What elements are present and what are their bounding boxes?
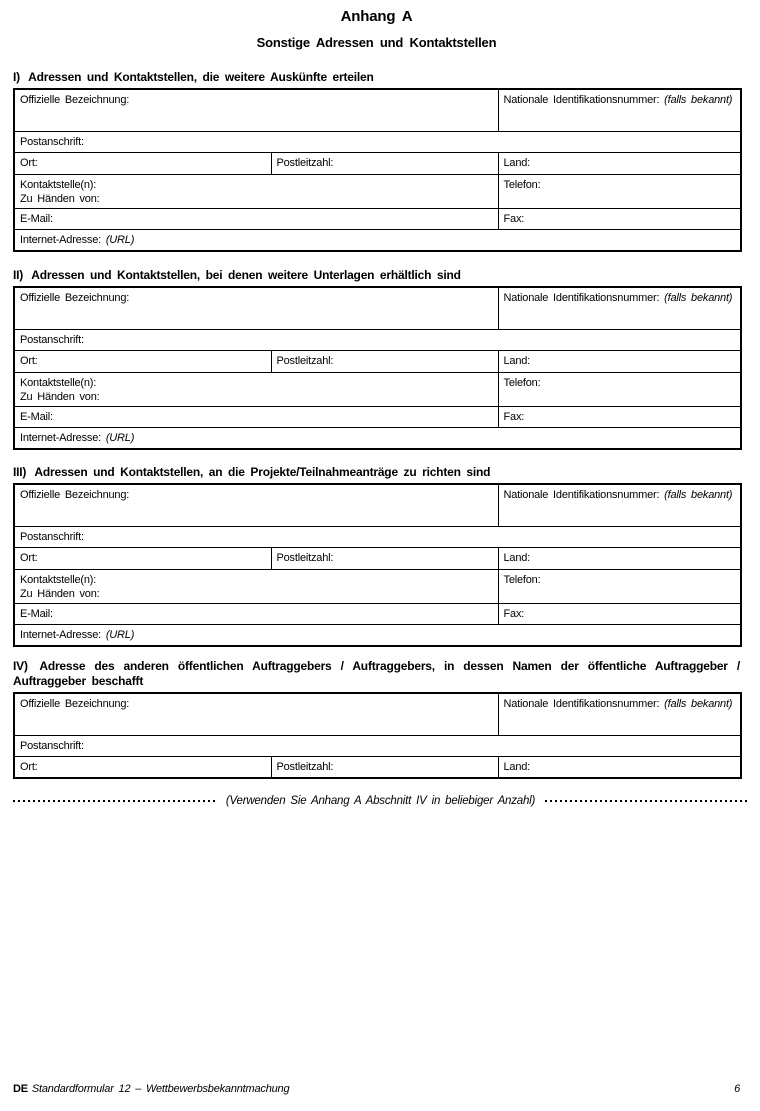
- country-cell: Land:: [498, 152, 741, 174]
- section-1-heading: [13, 70, 740, 85]
- town-cell: Ort:: [14, 152, 271, 174]
- postal-address-cell: Postanschrift:: [14, 735, 741, 756]
- section-2-title: Adressen und Kontaktstellen, bei denen weitere Unterlagen erhältlich sind: [31, 268, 461, 282]
- town-cell: Ort:: [14, 547, 271, 569]
- footer-form-id: [13, 1082, 289, 1096]
- country-cell: Land:: [498, 547, 741, 569]
- document-title: Anhang A: [340, 8, 413, 25]
- telephone-cell: Telefon:: [498, 174, 741, 208]
- internet-address-cell: Internet-Adresse: (URL): [14, 229, 741, 251]
- section-1-table: [13, 88, 742, 252]
- contact-points-cell: Kontaktstelle(n): Zu Händen von:: [14, 372, 498, 406]
- telephone-cell: Telefon:: [498, 372, 741, 406]
- section-2-heading: [13, 268, 740, 283]
- section-3-title: Adressen und Kontaktstellen, an die Projekte/Teilnahmeanträge zu richten sind: [34, 465, 491, 479]
- fax-cell: Fax:: [498, 406, 741, 427]
- section-1-title: Adressen und Kontaktstellen, die weitere Auskünfte erteilen: [28, 70, 374, 84]
- section-2-numeral: II): [13, 268, 24, 282]
- postal-address-cell: Postanschrift:: [14, 329, 741, 350]
- page-footer: [13, 1082, 740, 1096]
- internet-address-cell: Internet-Adresse: (URL): [14, 427, 741, 449]
- postal-address-cell: Postanschrift:: [14, 131, 741, 152]
- section-4-table: [13, 692, 742, 779]
- section-4-title: Adresse des anderen öffentlichen Auftraggebers / Auftraggebers, in dessen Namen der öffentliche Auftraggeber / Auftraggeber beschafft: [13, 659, 740, 688]
- postal-code-cell: Postleitzahl:: [271, 152, 498, 174]
- dotted-rule-left: [13, 800, 216, 802]
- national-id-cell: Nationale Identifikationsnummer: (falls bekannt): [498, 287, 741, 329]
- country-cell: Land:: [498, 350, 741, 372]
- postal-code-cell: Postleitzahl:: [271, 547, 498, 569]
- official-name-cell: Offizielle Bezeichnung:: [14, 89, 498, 131]
- postal-code-cell: Postleitzahl:: [271, 350, 498, 372]
- town-cell: Ort:: [14, 756, 271, 778]
- section-repeat-separator: [13, 793, 748, 808]
- email-cell: E-Mail:: [14, 406, 498, 427]
- section-3-heading: [13, 465, 740, 480]
- email-cell: E-Mail:: [14, 603, 498, 624]
- section-4-heading: [13, 659, 740, 689]
- footer-page-number: 6: [734, 1083, 740, 1095]
- postal-code-cell: Postleitzahl:: [271, 756, 498, 778]
- contact-points-cell: Kontaktstelle(n): Zu Händen von:: [14, 174, 498, 208]
- footer-form-name: Standardformular 12 – Wettbewerbsbekanntmachung: [31, 1083, 290, 1095]
- national-id-cell: Nationale Identifikationsnummer: (falls bekannt): [498, 89, 741, 131]
- separator-note: (Verwenden Sie Anhang A Abschnitt IV in beliebiger Anzahl): [225, 794, 536, 807]
- official-name-cell: Offizielle Bezeichnung:: [14, 287, 498, 329]
- dotted-rule-right: [545, 800, 748, 802]
- town-cell: Ort:: [14, 350, 271, 372]
- official-name-cell: Offizielle Bezeichnung:: [14, 484, 498, 526]
- internet-address-cell: Internet-Adresse: (URL): [14, 624, 741, 646]
- national-id-cell: Nationale Identifikationsnummer: (falls bekannt): [498, 484, 741, 526]
- form-page: [0, 8, 760, 1111]
- fax-cell: Fax:: [498, 603, 741, 624]
- section-3-numeral: III): [13, 465, 27, 479]
- postal-address-cell: Postanschrift:: [14, 526, 741, 547]
- country-cell: Land:: [498, 756, 741, 778]
- fax-cell: Fax:: [498, 208, 741, 229]
- contact-points-cell: Kontaktstelle(n): Zu Händen von:: [14, 569, 498, 603]
- email-cell: E-Mail:: [14, 208, 498, 229]
- section-2-table: [13, 286, 742, 450]
- section-3-table: [13, 483, 742, 647]
- footer-language-code: DE: [13, 1083, 28, 1095]
- section-1-numeral: I): [13, 70, 20, 84]
- document-subtitle: Sonstige Adressen und Kontaktstellen: [256, 35, 497, 50]
- section-4-numeral: IV): [13, 659, 28, 673]
- telephone-cell: Telefon:: [498, 569, 741, 603]
- national-id-cell: Nationale Identifikationsnummer: (falls bekannt): [498, 693, 741, 735]
- official-name-cell: Offizielle Bezeichnung:: [14, 693, 498, 735]
